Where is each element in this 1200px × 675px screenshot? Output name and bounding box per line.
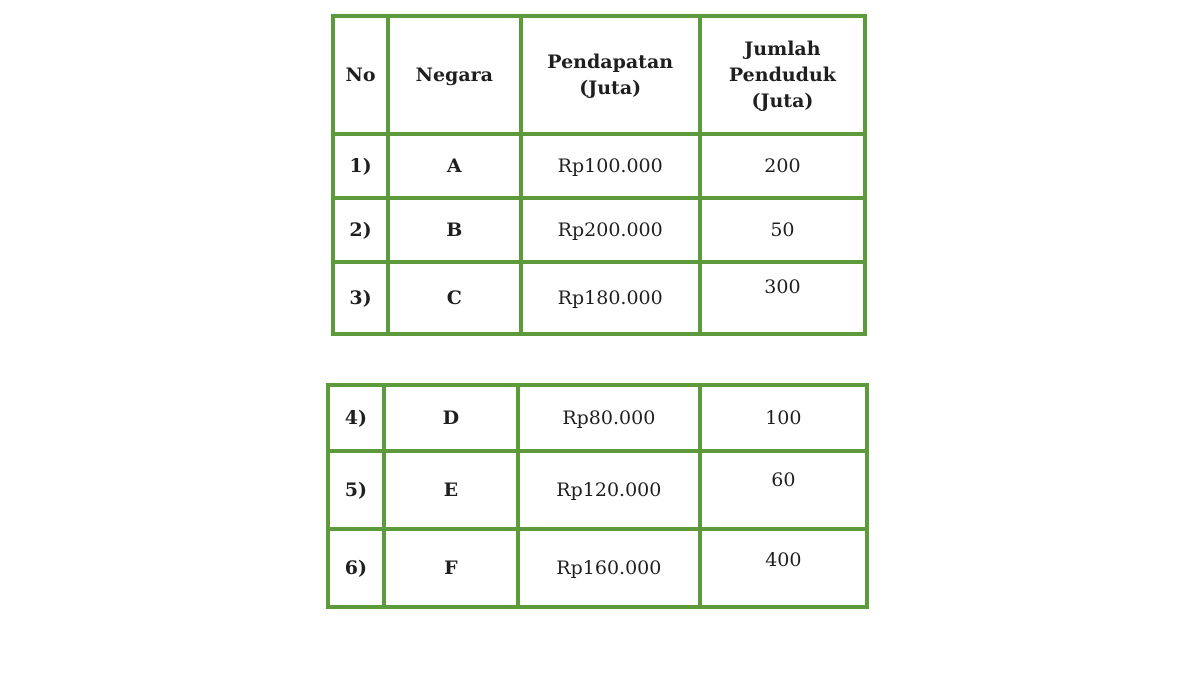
- income-population-table-top: [331, 14, 867, 336]
- row-country: E: [384, 451, 518, 529]
- header-no: No: [333, 16, 388, 134]
- row-number: 4): [328, 385, 384, 451]
- row-population: 300: [700, 262, 865, 334]
- row-country: D: [384, 385, 518, 451]
- row-country: C: [388, 262, 520, 334]
- row-income: Rp120.000: [518, 451, 700, 529]
- row-country: F: [384, 529, 518, 607]
- row-number: 6): [328, 529, 384, 607]
- table-row: [333, 262, 865, 334]
- table-row: [333, 198, 865, 262]
- row-number: 1): [333, 134, 388, 198]
- row-income: Rp160.000: [518, 529, 700, 607]
- header-population-line1: Jumlah: [744, 38, 821, 60]
- row-number: 3): [333, 262, 388, 334]
- header-income: [521, 16, 700, 134]
- header-income-line1: Pendapatan: [547, 51, 674, 73]
- table-row: [328, 385, 867, 451]
- row-population: 100: [700, 385, 867, 451]
- header-population-line3: (Juta): [751, 90, 814, 112]
- row-country: B: [388, 198, 520, 262]
- row-population: 60: [700, 451, 867, 529]
- table-row: [333, 134, 865, 198]
- row-number: 5): [328, 451, 384, 529]
- row-population: 400: [700, 529, 867, 607]
- table-row: [328, 451, 867, 529]
- income-population-table-bottom: [326, 383, 869, 609]
- header-population-line2: Penduduk: [728, 64, 836, 86]
- row-income: Rp100.000: [521, 134, 700, 198]
- row-population: 50: [700, 198, 865, 262]
- table-row: [328, 529, 867, 607]
- table-header-row: [333, 16, 865, 134]
- row-income: Rp200.000: [521, 198, 700, 262]
- row-country: A: [388, 134, 520, 198]
- row-number: 2): [333, 198, 388, 262]
- header-population: [700, 16, 865, 134]
- row-income: Rp180.000: [521, 262, 700, 334]
- row-population: 200: [700, 134, 865, 198]
- header-income-line2: (Juta): [579, 77, 642, 99]
- row-income: Rp80.000: [518, 385, 700, 451]
- header-country: Negara: [388, 16, 520, 134]
